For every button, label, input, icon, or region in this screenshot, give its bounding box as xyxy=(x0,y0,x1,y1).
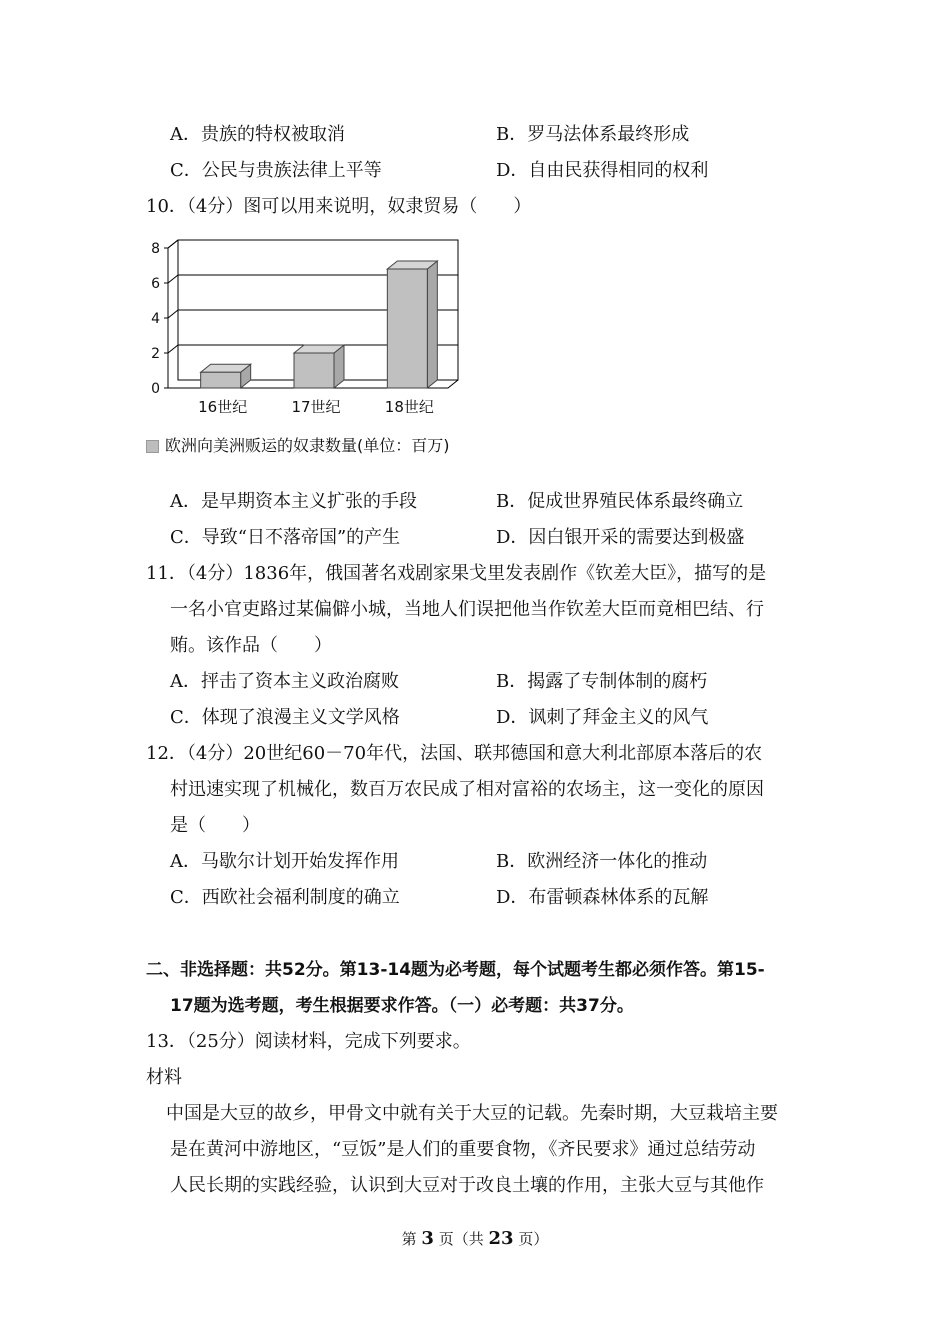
footer-total-pages: 23 xyxy=(488,1228,514,1249)
q11-option-b: B．揭露了专制体制的腐朽 xyxy=(496,671,708,692)
q11-option-c: C．体现了浪漫主义文学风格 xyxy=(170,707,400,728)
q13-stem: 13．（25分）阅读材料，完成下列要求。 xyxy=(146,1031,471,1052)
y-tick-label: 6 xyxy=(151,276,160,292)
q10-stem: 10．（4分）图可以用来说明，奴隶贸易（ ） xyxy=(146,196,532,217)
y-tick-label: 8 xyxy=(151,241,160,257)
q11-option-d: D．讽刺了拜金主义的风气 xyxy=(496,707,709,728)
q13-material-line-2: 是在黄河中游地区，“豆饭”是人们的重要食物，《齐民要求》通过总结劳动 xyxy=(170,1139,756,1160)
legend-label: 欧洲向美洲贩运的奴隶数量(单位：百万) xyxy=(165,436,450,455)
q9-option-c: C．公民与贵族法律上平等 xyxy=(170,160,382,181)
q11-option-a: A．抨击了资本主义政治腐败 xyxy=(170,671,399,692)
q9-option-d: D．自由民获得相同的权利 xyxy=(496,160,709,181)
footer-suffix: 页） xyxy=(513,1230,549,1248)
bar xyxy=(201,372,241,388)
q10-option-c: C．导致“日不落帝国”的产生 xyxy=(170,527,401,548)
y-tick-label: 0 xyxy=(151,381,160,397)
q11-line-2: 一名小官吏路过某偏僻小城，当地人们误把他当作钦差大臣而竟相巴结、行 xyxy=(170,599,764,620)
x-tick-label: 16世纪 xyxy=(198,398,248,416)
y-tick-label: 2 xyxy=(151,346,160,362)
q12-line-3: 是（ ） xyxy=(170,815,260,836)
q12-option-d: D．布雷顿森林体系的瓦解 xyxy=(496,887,709,908)
q13-material-label: 材料 xyxy=(146,1067,182,1088)
q12-option-c: C．西欧社会福利制度的确立 xyxy=(170,887,400,908)
x-tick-label: 18世纪 xyxy=(384,398,434,416)
footer-prefix: 第 xyxy=(401,1230,422,1248)
q12-option-b: B．欧洲经济一体化的推动 xyxy=(496,851,708,872)
q13-material-line-3: 人民长期的实践经验，认识到大豆对于改良土壤的作用，主张大豆与其他作 xyxy=(170,1175,764,1196)
chart-legend xyxy=(146,436,450,456)
q13-material-line-1: 中国是大豆的故乡，甲骨文中就有关于大豆的记载。先秦时期，大豆栽培主要 xyxy=(166,1103,778,1124)
q10-option-b: B．促成世界殖民体系最终确立 xyxy=(496,491,744,512)
slave-trade-bar-chart xyxy=(140,228,480,428)
gridline xyxy=(168,240,458,248)
q10-option-d: D．因白银开采的需要达到极盛 xyxy=(496,527,745,548)
q11-line-1: 11．（4分）1836年，俄国著名戏剧家果戈里发表剧作《钦差大臣》，描写的是 xyxy=(146,563,767,584)
q9-option-a: A．贵族的特权被取消 xyxy=(170,124,345,145)
bar-side xyxy=(427,261,437,388)
legend-swatch xyxy=(146,440,159,453)
q11-line-3: 贿。该作品（ ） xyxy=(170,635,332,656)
q12-line-1: 12．（4分）20世纪60－70年代，法国、联邦德国和意大利北部原本落后的农 xyxy=(146,743,763,764)
footer-page-number: 3 xyxy=(421,1228,434,1249)
footer-mid: 页（共 xyxy=(433,1230,489,1248)
q12-option-a: A．马歇尔计划开始发挥作用 xyxy=(170,851,399,872)
y-tick-label: 4 xyxy=(151,311,160,327)
page-footer xyxy=(0,1229,950,1249)
section-2-heading-line-2: 17题为选考题，考生根据要求作答。（一）必考题：共37分。 xyxy=(170,996,634,1016)
section-2-heading-line-1: 二、非选择题：共52分。第13-14题为必考题，每个试题考生都必须作答。第15- xyxy=(146,960,765,980)
q12-line-2: 村迅速实现了机械化，数百万农民成了相对富裕的农场主，这一变化的原因 xyxy=(170,779,764,800)
q9-option-b: B．罗马法体系最终形成 xyxy=(496,124,690,145)
x-tick-label: 17世纪 xyxy=(291,398,341,416)
bar xyxy=(294,353,334,388)
q10-option-a: A．是早期资本主义扩张的手段 xyxy=(170,491,417,512)
bar xyxy=(387,269,427,388)
